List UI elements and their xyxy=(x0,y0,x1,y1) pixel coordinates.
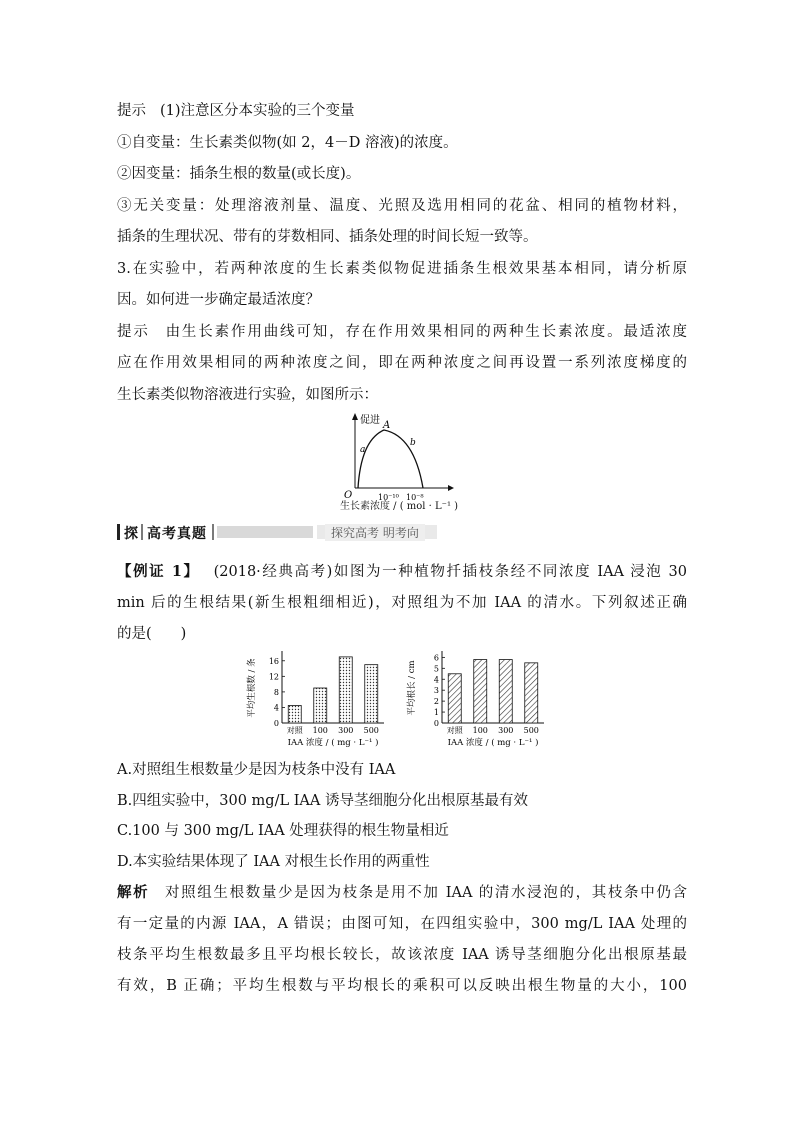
curve-x-axis-label: 生长素浓度 / ( mol · L⁻¹ ) xyxy=(340,501,459,512)
option-a: A.对照组生根数量少是因为枝条中没有 IAA xyxy=(117,762,396,778)
analysis-label: 解析 xyxy=(117,884,150,901)
x-tick-label: 300 xyxy=(498,726,514,735)
hint1-item-4: 插条的生理状况、带有的芽数相同、插条处理的时间长短一致等。 xyxy=(117,229,538,245)
tick-label-2: 10⁻⁸ xyxy=(406,493,424,502)
point-b-label: b xyxy=(410,438,416,448)
section-header xyxy=(117,521,437,543)
x-axis-label: IAA 浓度 / ( mg · L⁻¹ ) xyxy=(287,738,379,748)
x-tick-label: 对照 xyxy=(286,726,303,735)
y-tick-label: 16 xyxy=(268,656,279,666)
peak-label: A xyxy=(383,420,391,431)
question3-line2: 因。如何进一步确定最适浓度？ xyxy=(117,292,320,308)
y-tick-label: 12 xyxy=(268,672,279,682)
x-axis-label: IAA 浓度 / ( mg · L⁻¹ ) xyxy=(447,738,539,748)
option-d: D.本实验结果体现了 IAA 对根生长作用的两重性 xyxy=(117,854,430,870)
hint1-item-1: ①自变量：生长素类似物(如 2，4－D 溶液)的浓度。 xyxy=(117,135,458,151)
bar-300 xyxy=(339,657,352,723)
hint2-text1: 由生长素作用曲线可知，存在作用效果相同的两种生长素浓度。最适浓度 xyxy=(163,324,688,340)
hint1-item-2: ②因变量：插条生根的数量(或长度)。 xyxy=(117,166,361,182)
example1-line2: min 后的生根结果(新生根粗细相近)，对照组为不加 IAA 的清水。下列叙述正确 xyxy=(117,595,687,611)
analysis-text1: 对照组生根数量少是因为枝条是用不加 IAA 的清水浸泡的，其枝条中仍含 xyxy=(163,885,688,901)
y-tick-label: 4 xyxy=(273,703,279,713)
y-axis-label: 促进 xyxy=(360,415,380,426)
y-tick-label: 3 xyxy=(433,686,439,696)
y-tick-label: 4 xyxy=(433,675,439,685)
example1-line1 xyxy=(117,562,687,582)
hint1-item-3: ③无关变量：处理溶液剂量、温度、光照及选用相同的花盆、相同的植物材料， xyxy=(117,198,687,214)
y-axis-label: 平均生根数 / 条 xyxy=(247,658,257,718)
bar-500 xyxy=(525,663,538,723)
x-tick-label: 300 xyxy=(338,726,354,735)
auxin-curve-figure xyxy=(330,410,480,510)
analysis-line2: 有一定量的内源 IAA，A 错误；由图可知，在四组实验中，300 mg/L IAA 处理的 xyxy=(117,916,687,932)
origin-label: O xyxy=(344,490,353,501)
hint1-title: (1)注意区分本实验的三个变量 xyxy=(160,103,355,119)
root-count-chart xyxy=(240,645,390,755)
x-tick-label: 500 xyxy=(523,726,539,735)
y-axis-label: 平均根长 / cm xyxy=(407,660,417,716)
y-tick-label: 8 xyxy=(273,687,279,697)
x-tick-label: 对照 xyxy=(446,726,463,735)
example1-text1: (2018·经典高考)如图为一种植物扦插枝条经不同浓度 IAA 浸泡 30 xyxy=(213,564,687,580)
bar-300 xyxy=(499,660,512,723)
y-tick-label: 0 xyxy=(433,719,439,728)
hint2-label: 提示 xyxy=(117,324,150,340)
tick-label-1: 10⁻¹⁰ xyxy=(378,493,399,502)
bar-500 xyxy=(365,665,378,723)
hint2-line3: 生长素类似物溶液进行实验，如图所示： xyxy=(117,387,378,403)
hint1-title-line xyxy=(117,101,687,121)
analysis-line4: 有效，B 正确；平均生根数与平均根长的乘积可以反映出根生物量的大小，100 xyxy=(117,978,687,994)
y-tick-label: 5 xyxy=(433,664,439,674)
y-tick-label: 6 xyxy=(433,653,439,663)
bar-对照 xyxy=(448,674,461,723)
bar-100 xyxy=(314,688,327,723)
analysis-line3: 枝条平均生根数最多且平均根长较长，故该浓度 IAA 诱导茎细胞分化出根原基最 xyxy=(117,947,687,963)
analysis-line1 xyxy=(117,883,687,903)
root-length-chart xyxy=(400,645,555,755)
y-tick-label: 2 xyxy=(433,697,439,707)
y-tick-label: 0 xyxy=(273,719,279,728)
option-b: B.四组实验中，300 mg/L IAA 诱导茎细胞分化出根原基最有效 xyxy=(117,793,528,809)
hint1-label: 提示 xyxy=(117,103,146,119)
point-a-label: a xyxy=(360,445,366,455)
section-title: 高考真题 xyxy=(147,526,207,542)
example1-label: 【例证 1】 xyxy=(117,563,200,580)
x-tick-label: 100 xyxy=(472,726,488,735)
hint2-line2: 应在作用效果相同的两种浓度之间，即在两种浓度之间再设置一系列浓度梯度的 xyxy=(117,355,687,371)
section-mark: 探 xyxy=(124,526,139,542)
y-tick-label: 1 xyxy=(433,708,439,718)
hint2-line1 xyxy=(117,322,687,342)
bar-100 xyxy=(474,660,487,723)
question3-line1: 3.在实验中，若两种浓度的生长素类似物促进插条生根效果基本相同，请分析原 xyxy=(117,261,687,277)
example1-line3: 的是( ) xyxy=(117,626,187,642)
x-tick-label: 100 xyxy=(312,726,328,735)
bar-对照 xyxy=(288,706,301,724)
option-c: C.100 与 300 mg/L IAA 处理获得的根生物量相近 xyxy=(117,823,449,839)
x-tick-label: 500 xyxy=(363,726,379,735)
section-subtitle: 探究高考 明考向 xyxy=(325,524,425,541)
